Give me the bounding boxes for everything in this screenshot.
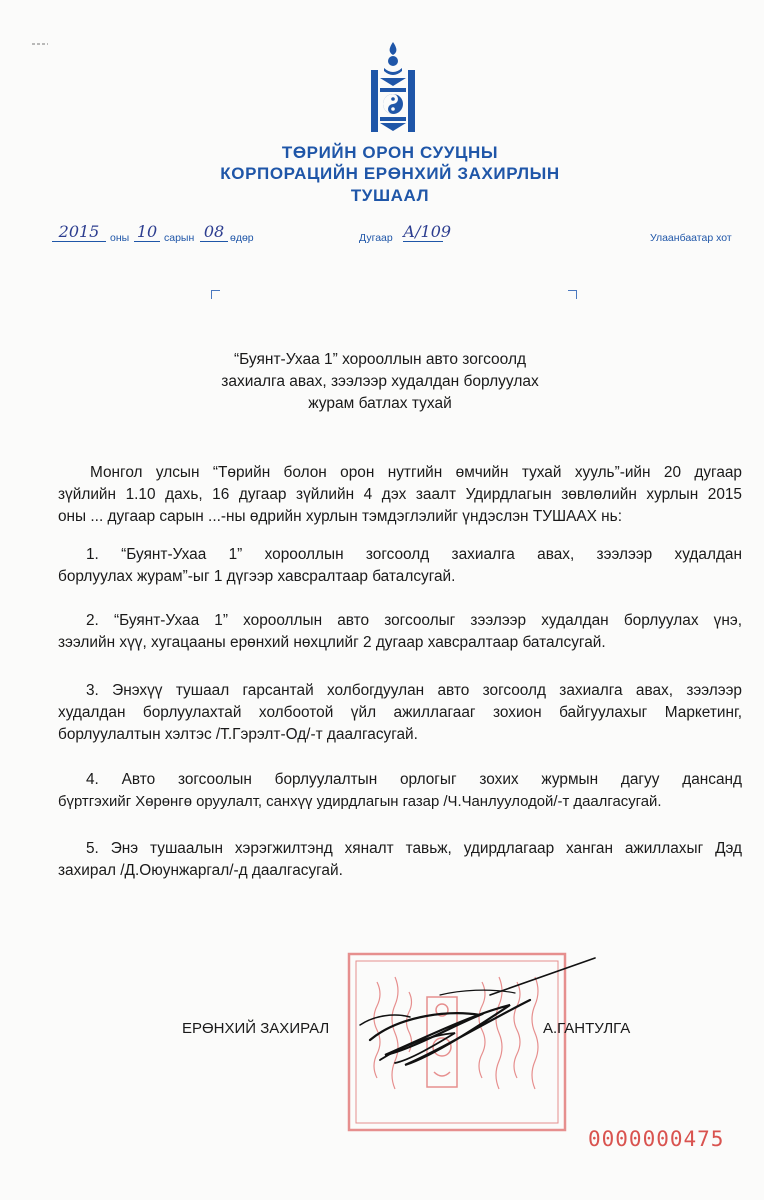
soyombo-emblem-icon bbox=[368, 40, 418, 135]
document-type-title: ТУШААЛ bbox=[350, 186, 430, 205]
year-label: оны bbox=[110, 232, 130, 244]
subject-line-2: захиалга авах, зээлээр худалдан борлуулах bbox=[221, 373, 539, 390]
order-item-1 bbox=[58, 544, 742, 588]
order-item-2 bbox=[58, 610, 742, 654]
handwritten-month: 10 bbox=[134, 222, 160, 242]
item-2-line-2: зээлийн хүү, хугацааны ерөнхий нөхцлийг 2 дугаар хавсралтаар баталсугай. bbox=[58, 634, 606, 651]
item-1-line-2: борлуулах журам”-ыг 1 дүгээр хавсралтаар баталсугай. bbox=[58, 568, 456, 585]
handwritten-number: А/109 bbox=[403, 222, 452, 241]
subject-line-3: журам батлах тухай bbox=[308, 395, 452, 412]
preamble-line-1: Монгол улсын “Төрийн болон орон нутгийн өмчийн тухай хууль”-ийн 20 дугаар bbox=[90, 464, 742, 481]
serial-number: 0000000475 bbox=[588, 1127, 725, 1151]
date-number-row bbox=[52, 222, 742, 252]
signatory-name: А.ГАНТУЛГА bbox=[543, 1020, 631, 1037]
order-item-3 bbox=[58, 680, 742, 746]
org-title-line-1: ТӨРИЙН ОРОН СУУЦНЫ bbox=[281, 143, 499, 162]
order-subject bbox=[170, 349, 590, 415]
place-label: Улаанбаатар хот bbox=[650, 232, 732, 244]
preamble-line-2: зүйлийн 1.10 дахь, 16 дугаар зүйлийн 4 дэх заалт Удирдлагын зөвлөлийн хурлын 2015 bbox=[58, 486, 742, 503]
number-label: Дугаар bbox=[359, 232, 393, 244]
item-5-line-2: захирал /Д.Оюунжаргал/-д даалгасугай. bbox=[58, 862, 343, 879]
subject-corner-right bbox=[568, 290, 577, 299]
order-item-5 bbox=[58, 838, 742, 882]
handwritten-day: 08 bbox=[200, 222, 228, 242]
month-label: сарын bbox=[164, 232, 195, 244]
item-1-line-1: 1. “Буянт-Ухаа 1” хорооллын зогсоолд захиалга авах, зээлээр худалдан bbox=[86, 546, 742, 563]
preamble-line-3: оны ... дугаар сарын ...-ны өдрийн хурлын тэмдэглэлийг үндэслэн ТУШААХ нь: bbox=[58, 508, 622, 525]
scan-mark bbox=[32, 42, 48, 46]
item-3-line-1: 3. Энэхүү тушаал гарсантай холбогдуулан авто зогсоолд захиалга авах, зээлээр bbox=[86, 682, 742, 699]
org-title-line-2: КОРПОРАЦИЙН ЕРӨНХИЙ ЗАХИРЛЫН bbox=[220, 164, 560, 183]
item-2-line-1: 2. “Буянт-Ухаа 1” хорооллын авто зогсоолыг зээлээр худалдан борлуулах үнэ, bbox=[86, 612, 742, 629]
handwritten-year: 2015 bbox=[52, 222, 106, 242]
subject-corner-left bbox=[211, 290, 220, 299]
signatory-title: ЕРӨНХИЙ ЗАХИРАЛ bbox=[182, 1020, 330, 1037]
item-3-line-3: борлуулалтын хэлтэс /Т.Гэрэлт-Од/-т даалгасугай. bbox=[58, 726, 418, 743]
item-4-line-1: 4. Авто зогсоолын борлуулалтын орлогыг зохих журмын дагуу дансанд bbox=[86, 771, 742, 788]
handwritten-signature bbox=[340, 955, 600, 1085]
item-5-line-1: 5. Энэ тушаалын хэрэгжилтэнд хяналт тавьж, удирдлагаар ханган ажиллахыг Дэд bbox=[86, 840, 742, 857]
preamble-paragraph bbox=[58, 462, 742, 528]
order-item-4 bbox=[58, 769, 742, 813]
day-label: өдөр bbox=[230, 232, 254, 244]
subject-line-1: “Буянт-Ухаа 1” хорооллын авто зогсоолд bbox=[233, 351, 527, 368]
item-4-line-2: бүртгэхийг Хөрөнгө оруулалт, санхүү удирдлагын газар /Ч.Чанлуулодой/-т даалгасугай. bbox=[58, 794, 662, 810]
item-3-line-2: худалдан борлуулахтай холбоотой үйл ажиллагааг зохион байгуулахыг Маркетинг, bbox=[58, 704, 742, 721]
